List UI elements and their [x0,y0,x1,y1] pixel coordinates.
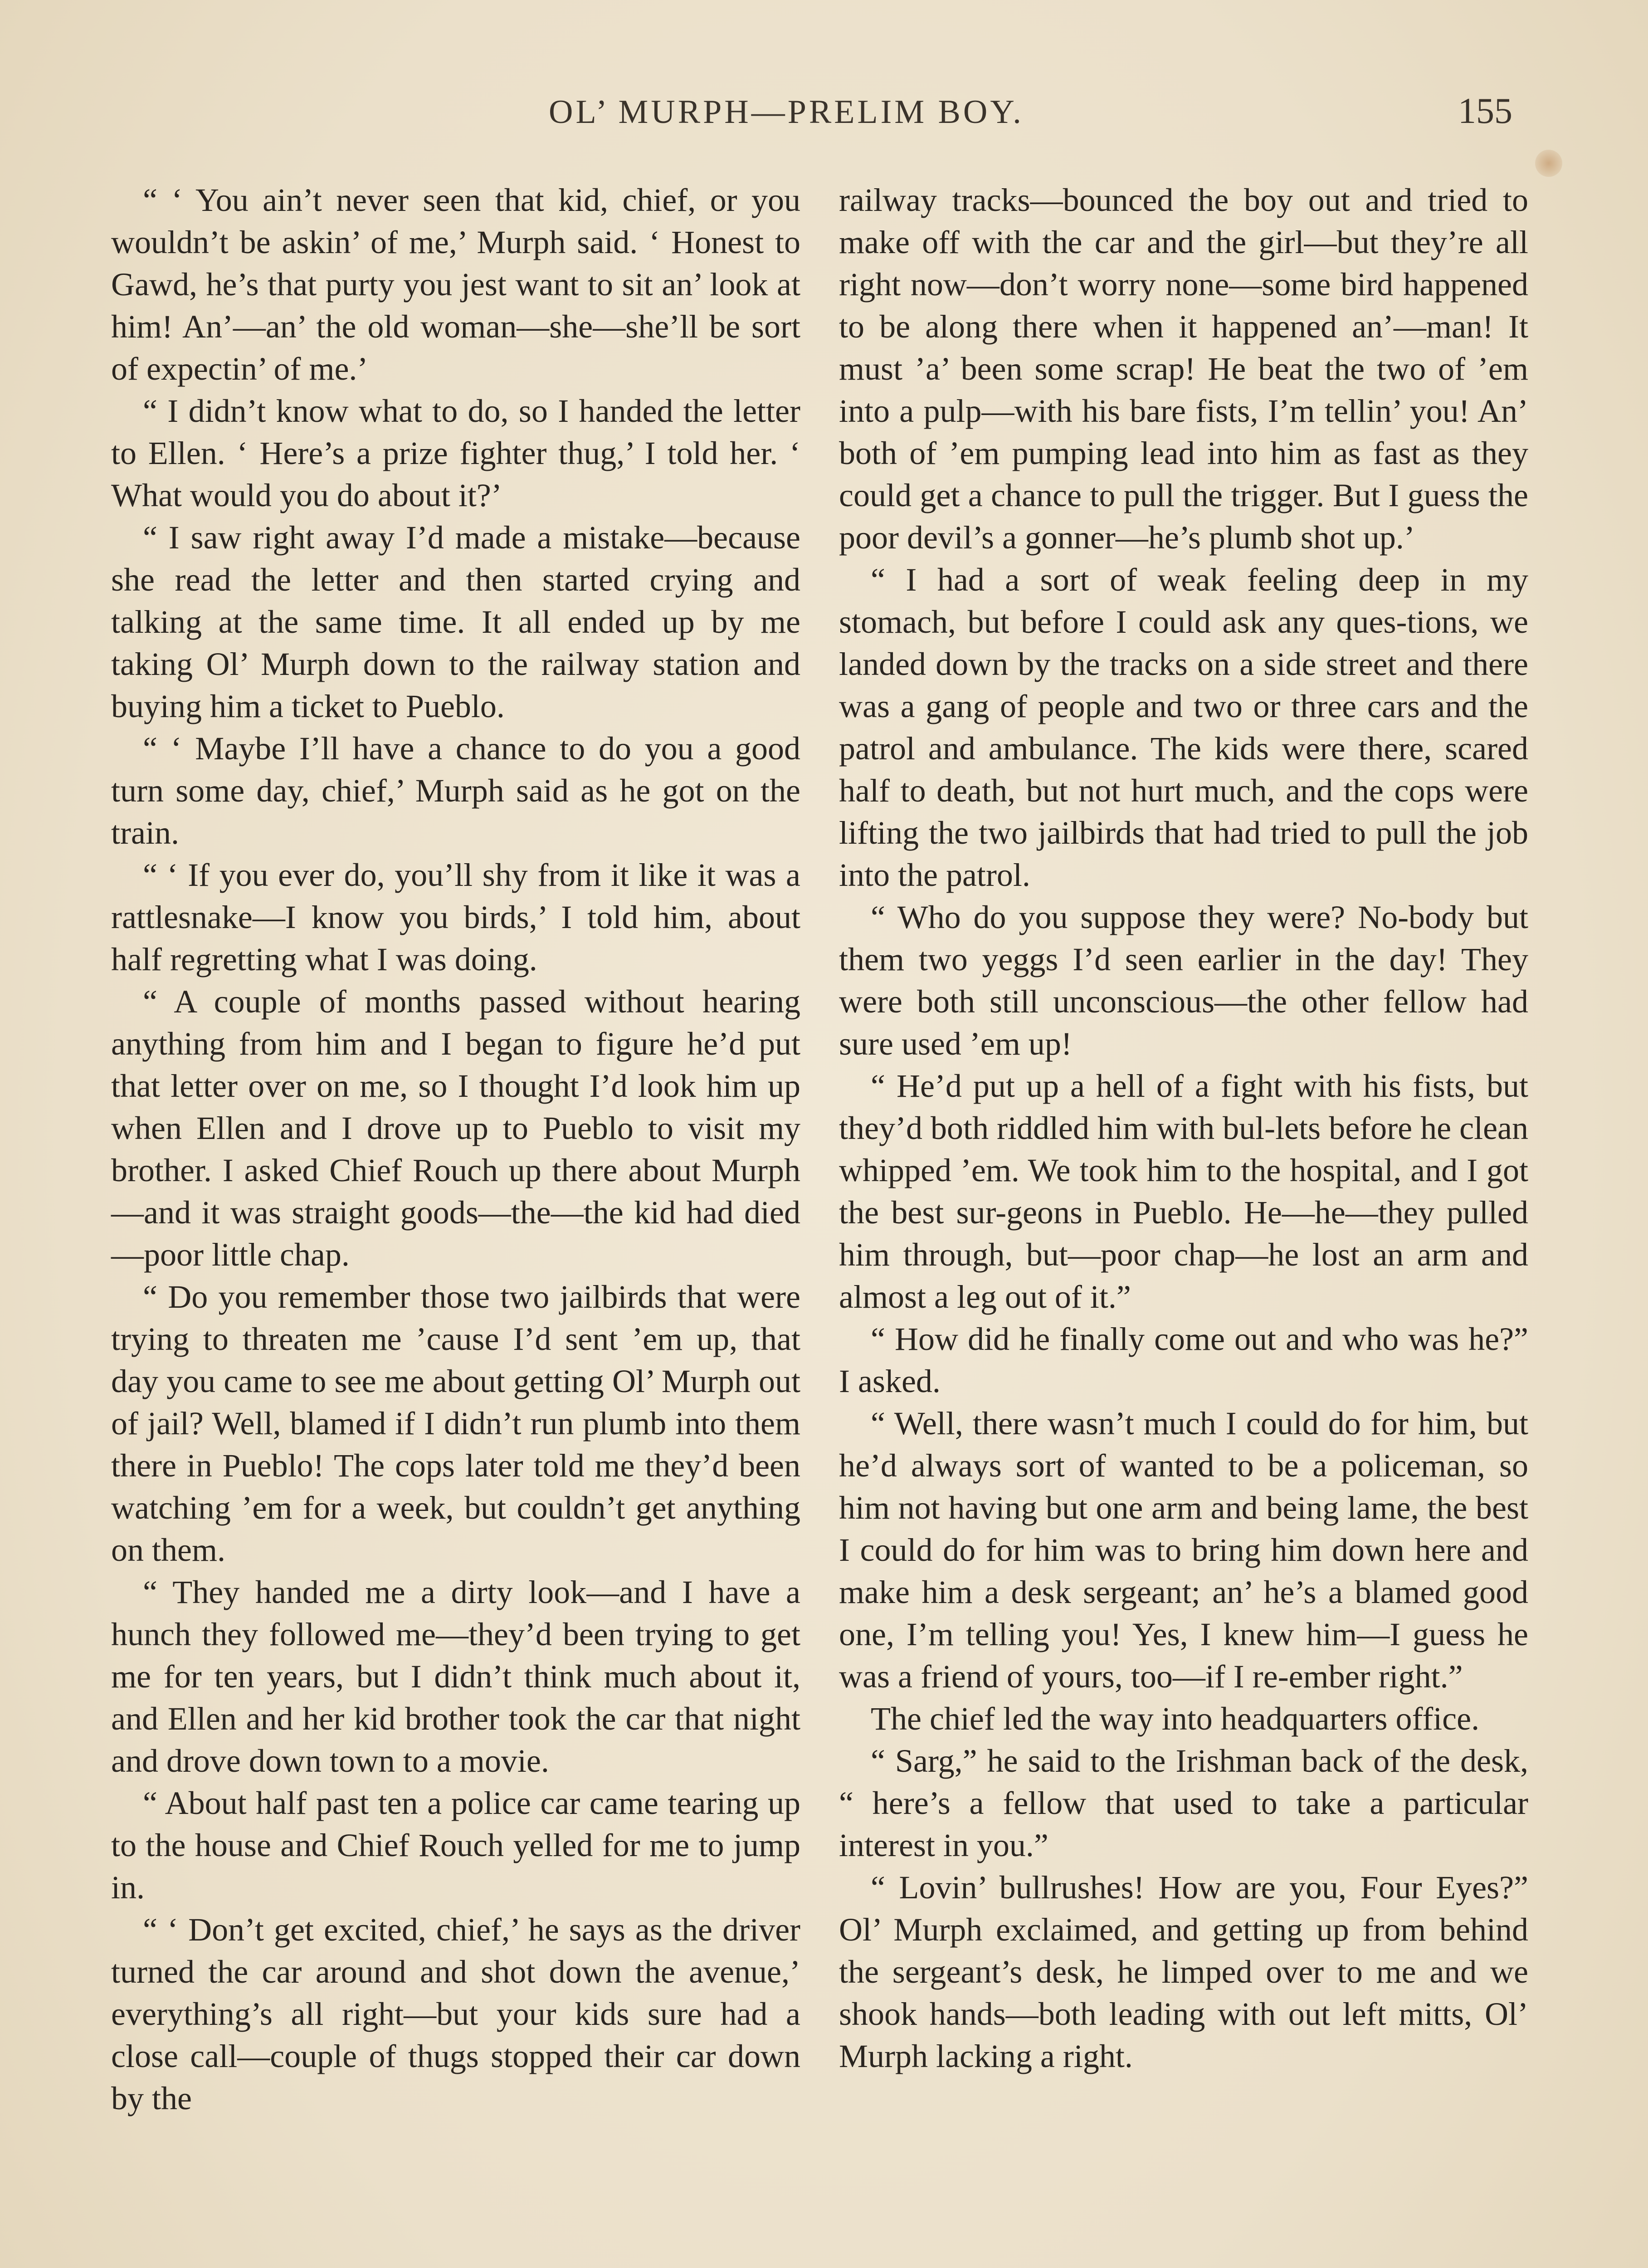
paragraph: “ I had a sort of weak feeling deep in my stomach, but before I could ask any ques-tions, we landed down by the tracks on a side street and there was a gang of people and two or three cars and the patrol and ambulance. The kids were there, scared half to death, but not hurt much, and the cops were lifting the two jailbirds that had tried to pull the job into the patrol. [839,562,1528,893]
paragraph: “ Lovin’ bullrushes! How are you, Four Eyes?” Ol’ Murph exclaimed, and getting up from behind the sergeant’s desk, he limped over to me and we shook hands—both leading with out left mitts, Ol’ Murph lacking a right. [839,1869,1528,2074]
paragraph: “ ‘ If you ever do, you’ll shy from it like it was a rattlesnake—I know you birds,’ I told him, about half regretting what I was doing. [111,857,800,978]
paragraph: “ A couple of months passed without hearing anything from him and I began to figure he’d put that letter over on me, so I thought I’d look him up when Ellen and I drove up to Pueblo to visit my brother. I asked Chief Rouch up there about Murph—and it was straight goods—the—the kid had died—poor little chap. [111,983,800,1273]
paragraph: “ They handed me a dirty look—and I have a hunch they followed me—they’d been trying to get me for ten years, but I didn’t think much about it, and Ellen and her kid brother took the car that night and drove down town to a movie. [111,1574,800,1779]
page-number: 155 [1458,91,1512,131]
paragraph: “ He’d put up a hell of a fight with his fists, but they’d both riddled him with bul-lets before he clean whipped ’em. We took him to the hospital, and I got the best sur-geons in Pueblo. He—he—they pulled him through, but—poor chap—he lost an arm and almost a leg out of it.” [839,1068,1528,1315]
paragraph: “ ‘ You ain’t never seen that kid, chief, or you wouldn’t be askin’ of me,’ Murph said. ‘ Honest to Gawd, he’s that purty you jest want to sit an’ look at him! An’—an’ the old woman—she—she’ll be sort of expectin’ of me.’ [111,182,800,387]
paragraph: “ Sarg,” he said to the Irishman back of the desk, “ here’s a fellow that used to take a particular interest in you.” [839,1743,1528,1863]
paragraph: The chief led the way into headquarters office. [871,1701,1480,1737]
paragraph: “ ‘ Don’t get excited, chief,’ he says as the driver turned the car around and shot down the avenue,’ everything’s all right—but your kids sure had a close call—couple of thugs stopped their car down by the [111,1911,800,2116]
paragraph: “ Who do you suppose they were? No-body but them two yeggs I’d seen earlier in the day! They were both still unconscious—the other fellow had sure used ’em up! [839,899,1528,1062]
paper-stain [1535,150,1562,177]
paragraph: “ ‘ Maybe I’ll have a chance to do you a good turn some day, chief,’ Murph said as he got on the train. [111,730,800,851]
paragraph: “ I saw right away I’d made a mistake—because she read the letter and then started crying and talking at the same time. It all ended up by me taking Ol’ Murph down to the railway station and buying him a ticket to Pueblo. [111,519,800,724]
paragraph: “ I didn’t know what to do, so I handed the letter to Ellen. ‘ Here’s a prize fighter thug,’ I told her. ‘ What would you do about it?’ [111,393,800,513]
left-column [111,179,800,2120]
paragraph: railway tracks—bounced the boy out and tried to make off with the car and the girl—but they’re all right now—don’t worry none—some bird happened to be along there when it happened an’—man! It must ’a’ been some scrap! He beat the two of ’em into a pulp—with his bare fists, I’m tellin’ you! An’ both of ’em pumping lead into him as fast as they could get a chance to pull the trigger. But I guess the poor devil’s a gonner—he’s plumb shot up.’ [839,182,1528,556]
right-column [839,179,1528,2077]
paragraph: “ Do you remember those two jailbirds that were trying to threaten me ’cause I’d sent ’em up, that day you came to see me about getting Ol’ Murph out of jail? Well, blamed if I didn’t run plumb into them there in Pueblo! The cops later told me they’d been watching ’em for a week, but couldn’t get anything on them. [111,1279,800,1568]
paragraph: “ Well, there wasn’t much I could do for him, but he’d always sort of wanted to be a policeman, so him not having but one arm and being lame, the best I could do for him was to bring him down here and make him a desk sergeant; an’ he’s a blamed good one, I’m telling you! Yes, I knew him—I guess he was a friend of yours, too—if I re-ember right.” [839,1405,1528,1695]
paragraph: “ About half past ten a police car came tearing up to the house and Chief Rouch yelled for me to jump in. [111,1785,800,1906]
paragraph: “ How did he finally come out and who was he?” I asked. [839,1321,1528,1399]
running-title: OL’ MURPH—PRELIM BOY. [549,93,1024,131]
